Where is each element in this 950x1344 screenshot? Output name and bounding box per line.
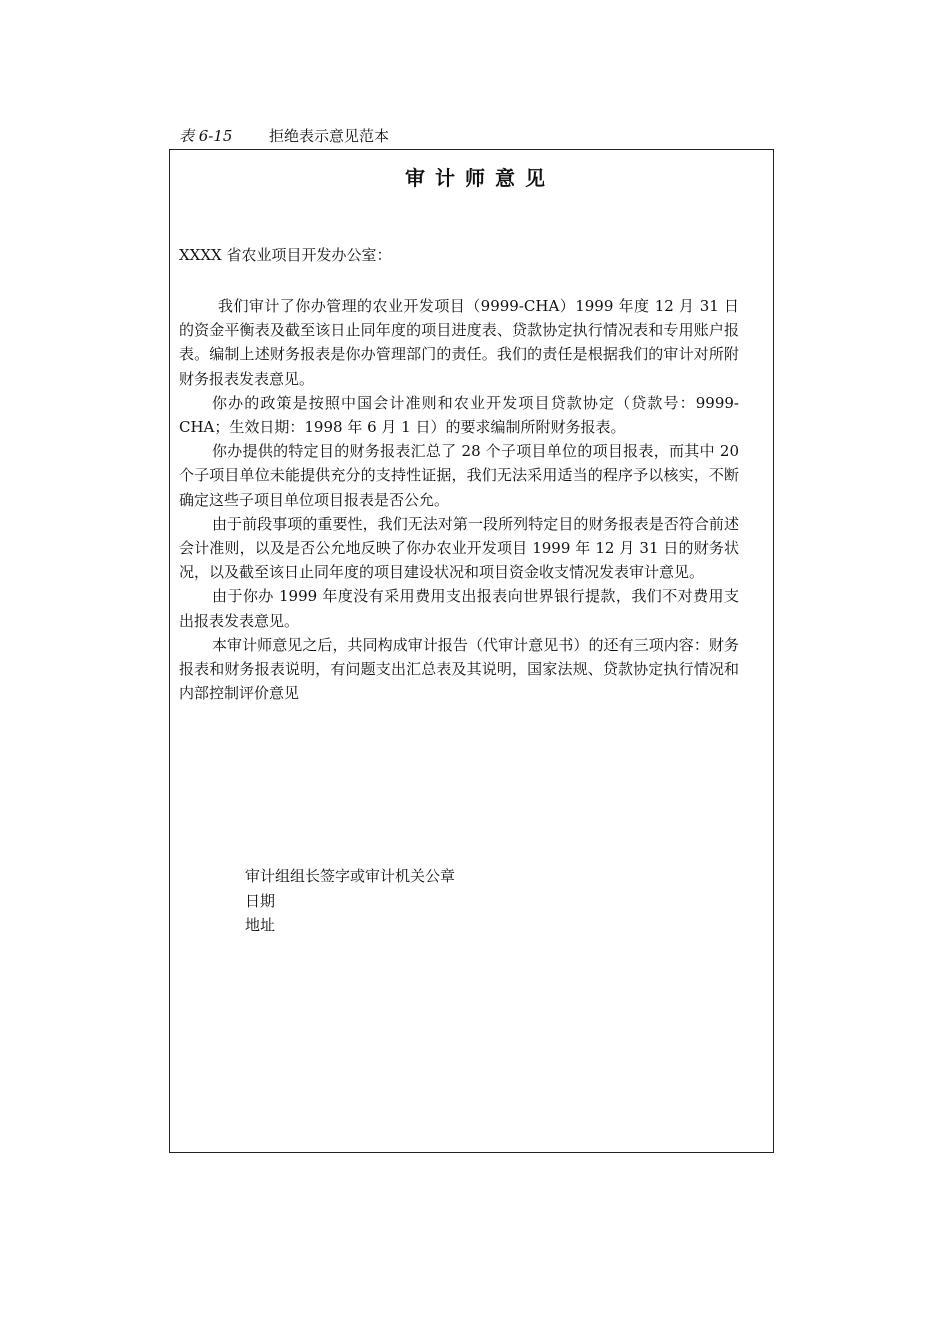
addressee: XXXX 省农业项目开发办公室： [179, 246, 392, 264]
paragraph-disclaimer: 由于前段事项的重要性，我们无法对第一段所列特定目的财务报表是否符合前述会计准则，以及是否公允地反映了你办农业开发项目 1999 年 12 月 31 日的财务状况，以及截至该日止同年度的项目建设状况和项目资金收支情况发表审计意见。 [179, 514, 739, 582]
paragraph-expenditure: 由于你办 1999 年度没有采用费用支出报表向世界银行提款，我们不对费用支出报表发表意见。 [179, 587, 739, 630]
paragraph-report-contents: 本审计师意见之后，共同构成审计报告（代审计意见书）的还有三项内容：财务报表和财务报表说明，有问题支出汇总表及其说明，国家法规、贷款协定执行情况和内部控制评价意见 [179, 635, 739, 703]
table-title: 拒绝表示意见范本 [269, 127, 390, 145]
table-number: 表 6-15 [179, 127, 233, 145]
document-heading: 审计师意见 [405, 166, 555, 190]
date-line: 日期 [245, 891, 276, 910]
paragraph-scope: 我们审计了你办管理的农业开发项目（9999-CHA）1999 年度 12 月 31 日的资金平衡表及截至该日止同年度的项目进度表、贷款协定执行情况表和专用账户报表。编制上述财务报表是你办管理部门的责任。我们的责任是根据我们的审计对所附财务报表发表意见。 [179, 297, 739, 388]
opinion-body [179, 294, 739, 705]
signer-line: 审计组组长签字或审计机关公章 [245, 867, 456, 885]
paragraph-limitation: 你办提供的特定目的财务报表汇总了 28 个子项目单位的项目报表，而其中 20 个子项目单位未能提供充分的支持性证据，我们无法采用适当的程序予以核实，不断确定这些子项目单位项目报表是否公允。 [179, 442, 739, 509]
paragraph-policy: 你办的政策是按照中国会计准则和农业开发项目贷款协定（贷款号：9999-CHA；生效日期：1998 年 6 月 1 日）的要求编制所附财务报表。 [179, 393, 739, 437]
table-caption [179, 126, 389, 146]
signature-block [245, 864, 455, 938]
address-line: 地址 [245, 916, 276, 934]
